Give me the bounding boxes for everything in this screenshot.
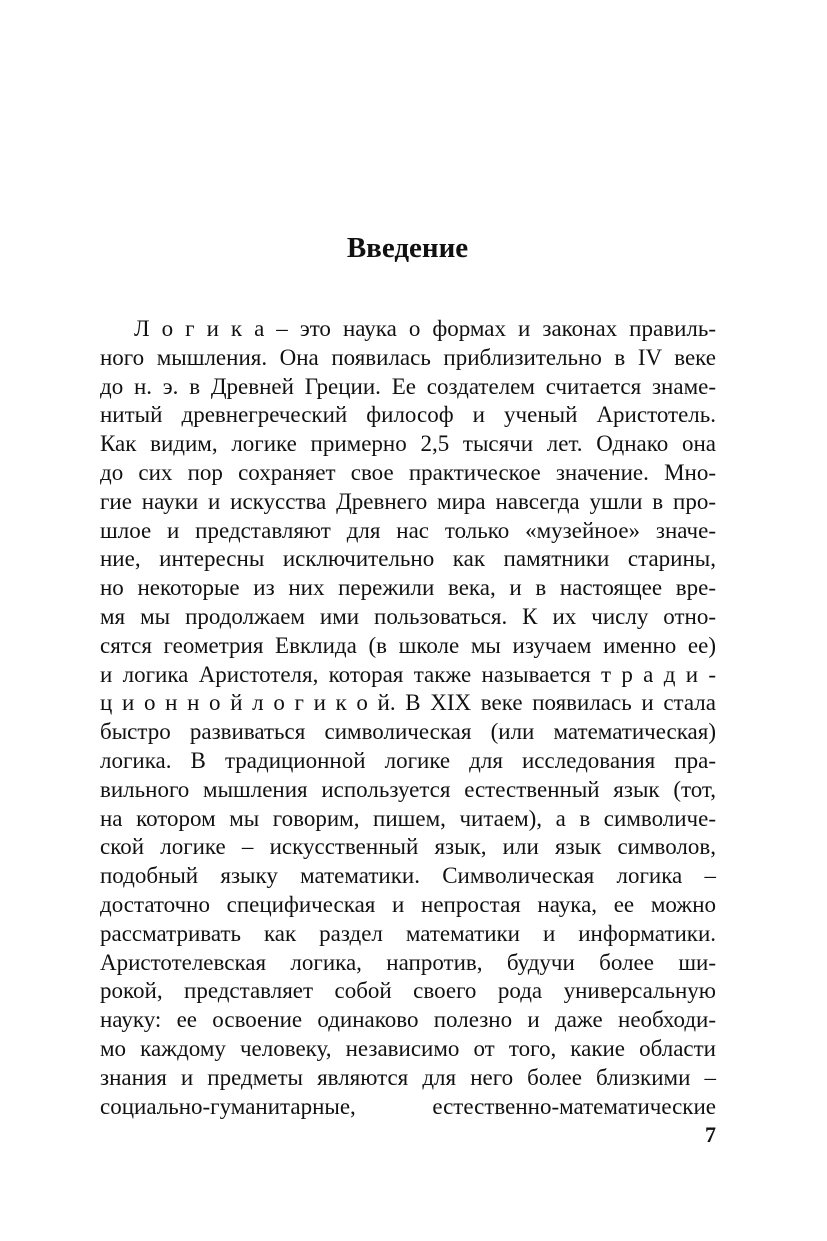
paragraph-line: ской логике – искусственный язык, или язык символов, <box>100 834 716 860</box>
paragraph-line: Как видим, логике примерно 2,5 тысячи лет. Однако она <box>100 431 716 457</box>
paragraph-line: до н. э. в Древней Греции. Ее создателем считается знаме- <box>100 373 716 399</box>
paragraph-line: ц и о н н о й л о г и к о й. В XIX веке появилась и стала <box>100 690 716 716</box>
paragraph-line: рассматривать как раздел математики и информатики. <box>100 920 716 946</box>
paragraph-line: науку: ее освоение одинаково полезно и даже необходи- <box>100 1007 716 1033</box>
paragraph-line: мо каждому человеку, независимо от того, какие области <box>100 1035 716 1061</box>
page-number: 7 <box>705 1122 716 1147</box>
paragraph-line: сятся геометрия Евклида (в школе мы изучаем именно ее) <box>100 632 716 658</box>
paragraph-line: быстро развиваться символическая (или математическая) <box>100 719 716 745</box>
paragraph-line: вильного мышления используется естественный язык (тот, <box>100 776 716 802</box>
paragraph-line: знания и предметы являются для него более близкими – <box>100 1064 716 1090</box>
chapter-title: Введение <box>346 232 469 264</box>
paragraph-line: достаточно специфическая и непростая наука, ее можно <box>100 891 716 917</box>
paragraph-line: Аристотелевская логика, напротив, будучи более ши- <box>100 949 716 975</box>
paragraph-line: гие науки и искусства Древнего мира навсегда ушли в про- <box>100 488 716 514</box>
paragraph-line: рокой, представляет собой своего рода универсальную <box>100 978 716 1004</box>
paragraph-line: до сих пор сохраняет свое практическое значение. Мно- <box>100 459 716 485</box>
body-paragraph <box>100 315 716 1121</box>
paragraph-line: шлое и представляют для нас только «музейное» значе- <box>100 517 716 543</box>
paragraph-line: ного мышления. Она появилась приблизительно в IV веке <box>100 344 716 370</box>
paragraph-line: логика. В традиционной логике для исследования пра- <box>100 747 716 773</box>
paragraph-line: ние, интересны исключительно как памятники старины, <box>100 546 716 572</box>
paragraph-line: подобный языку математики. Символическая логика – <box>100 863 716 889</box>
paragraph-line: нитый древнегреческий философ и ученый Аристотель. <box>100 402 716 428</box>
paragraph-line: Л о г и к а – это наука о формах и законах правиль- <box>134 316 716 341</box>
paragraph-line: и логика Аристотеля, которая также называется т р а д и - <box>100 661 716 687</box>
paragraph-line: мя мы продолжаем ими пользоваться. К их числу отно- <box>100 603 716 629</box>
paragraph-line: но некоторые из них пережили века, и в настоящее вре- <box>100 575 716 601</box>
paragraph-line: на котором мы говорим, пишем, читаем), а в символиче- <box>100 805 716 831</box>
paragraph-line: социально-гуманитарные, естественно-математические <box>100 1093 716 1119</box>
